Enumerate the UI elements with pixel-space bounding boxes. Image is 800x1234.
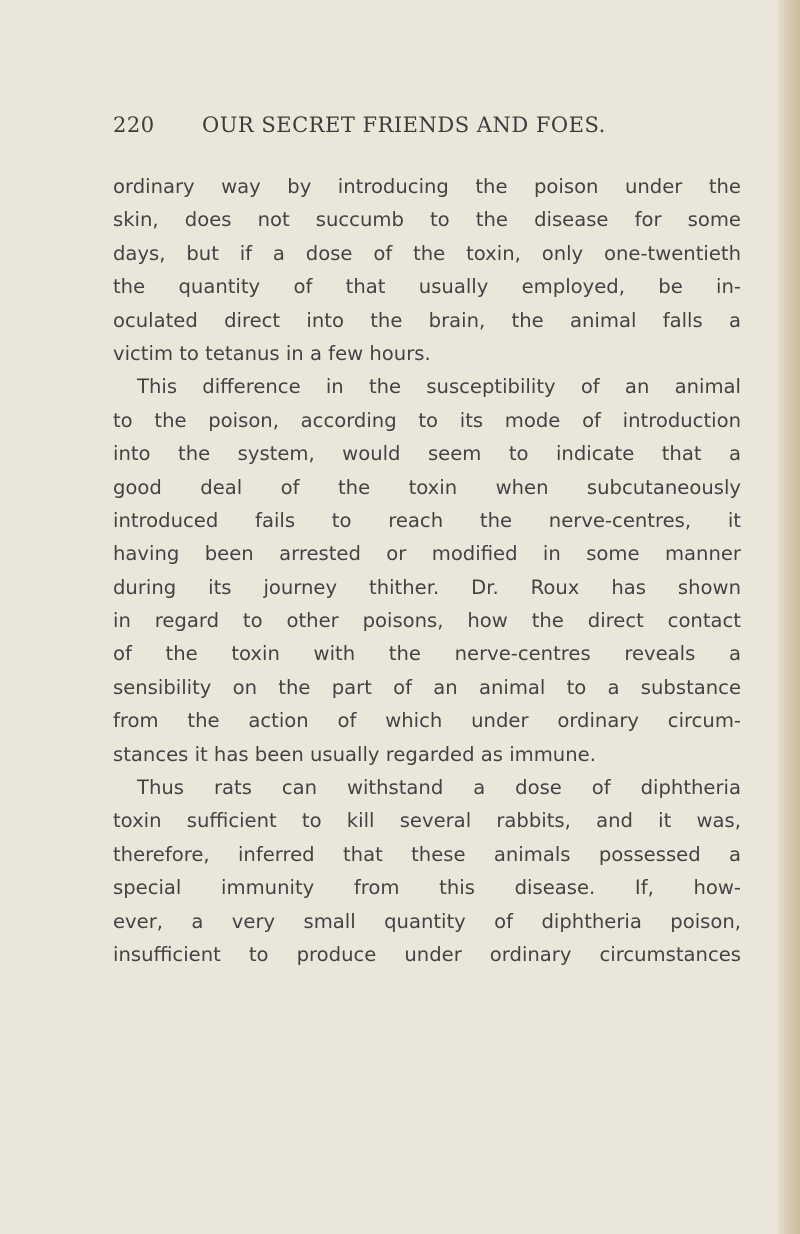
text-line: special immunity from this disease. If, how- — [113, 876, 741, 900]
text-line: of the toxin with the nerve-centres reveals a — [113, 642, 741, 666]
text-line: sensibility on the part of an animal to a substance — [113, 675, 741, 699]
page-edge-shadow — [778, 0, 800, 1234]
text-line: victim to tetanus in a few hours. — [113, 341, 431, 365]
text-line: into the system, would seem to indicate that a — [113, 442, 741, 466]
text-line: toxin sufficient to kill several rabbits, and it was, — [113, 809, 741, 833]
body-text — [113, 170, 741, 971]
text-line: ordinary way by introducing the poison under the — [113, 175, 741, 198]
text-line: oculated direct into the brain, the animal falls a — [113, 308, 741, 332]
page-header — [113, 113, 673, 149]
text-line: good deal of the toxin when subcutaneously — [113, 475, 741, 499]
text-line: skin, does not succumb to the disease for some — [113, 208, 741, 232]
text-line: insufficient to produce under ordinary circumstances — [113, 942, 741, 966]
running-title: OUR SECRET FRIENDS AND FOES. — [202, 113, 606, 137]
text-line: having been arrested or modified in some manner — [113, 542, 741, 566]
text-line: Thus rats can withstand a dose of diphtheria — [137, 776, 741, 800]
text-line: to the poison, according to its mode of introduction — [113, 408, 741, 432]
text-line: during its journey thither. Dr. Roux has shown — [113, 575, 741, 599]
text-line: therefore, inferred that these animals possessed a — [113, 842, 741, 866]
text-line: the quantity of that usually employed, be in- — [113, 275, 741, 299]
text-line: stances it has been usually regarded as immune. — [113, 742, 596, 766]
text-line: ever, a very small quantity of diphtheria poison, — [113, 909, 741, 933]
text-line: in regard to other poisons, how the direct contact — [113, 609, 741, 633]
text-line: days, but if a dose of the toxin, only one-twentieth — [113, 241, 741, 265]
text-line: This difference in the susceptibility of an animal — [137, 375, 741, 399]
text-line: from the action of which under ordinary circum- — [113, 709, 741, 733]
page-number: 220 — [113, 113, 155, 137]
text-line: introduced fails to reach the nerve-centres, it — [113, 508, 741, 532]
